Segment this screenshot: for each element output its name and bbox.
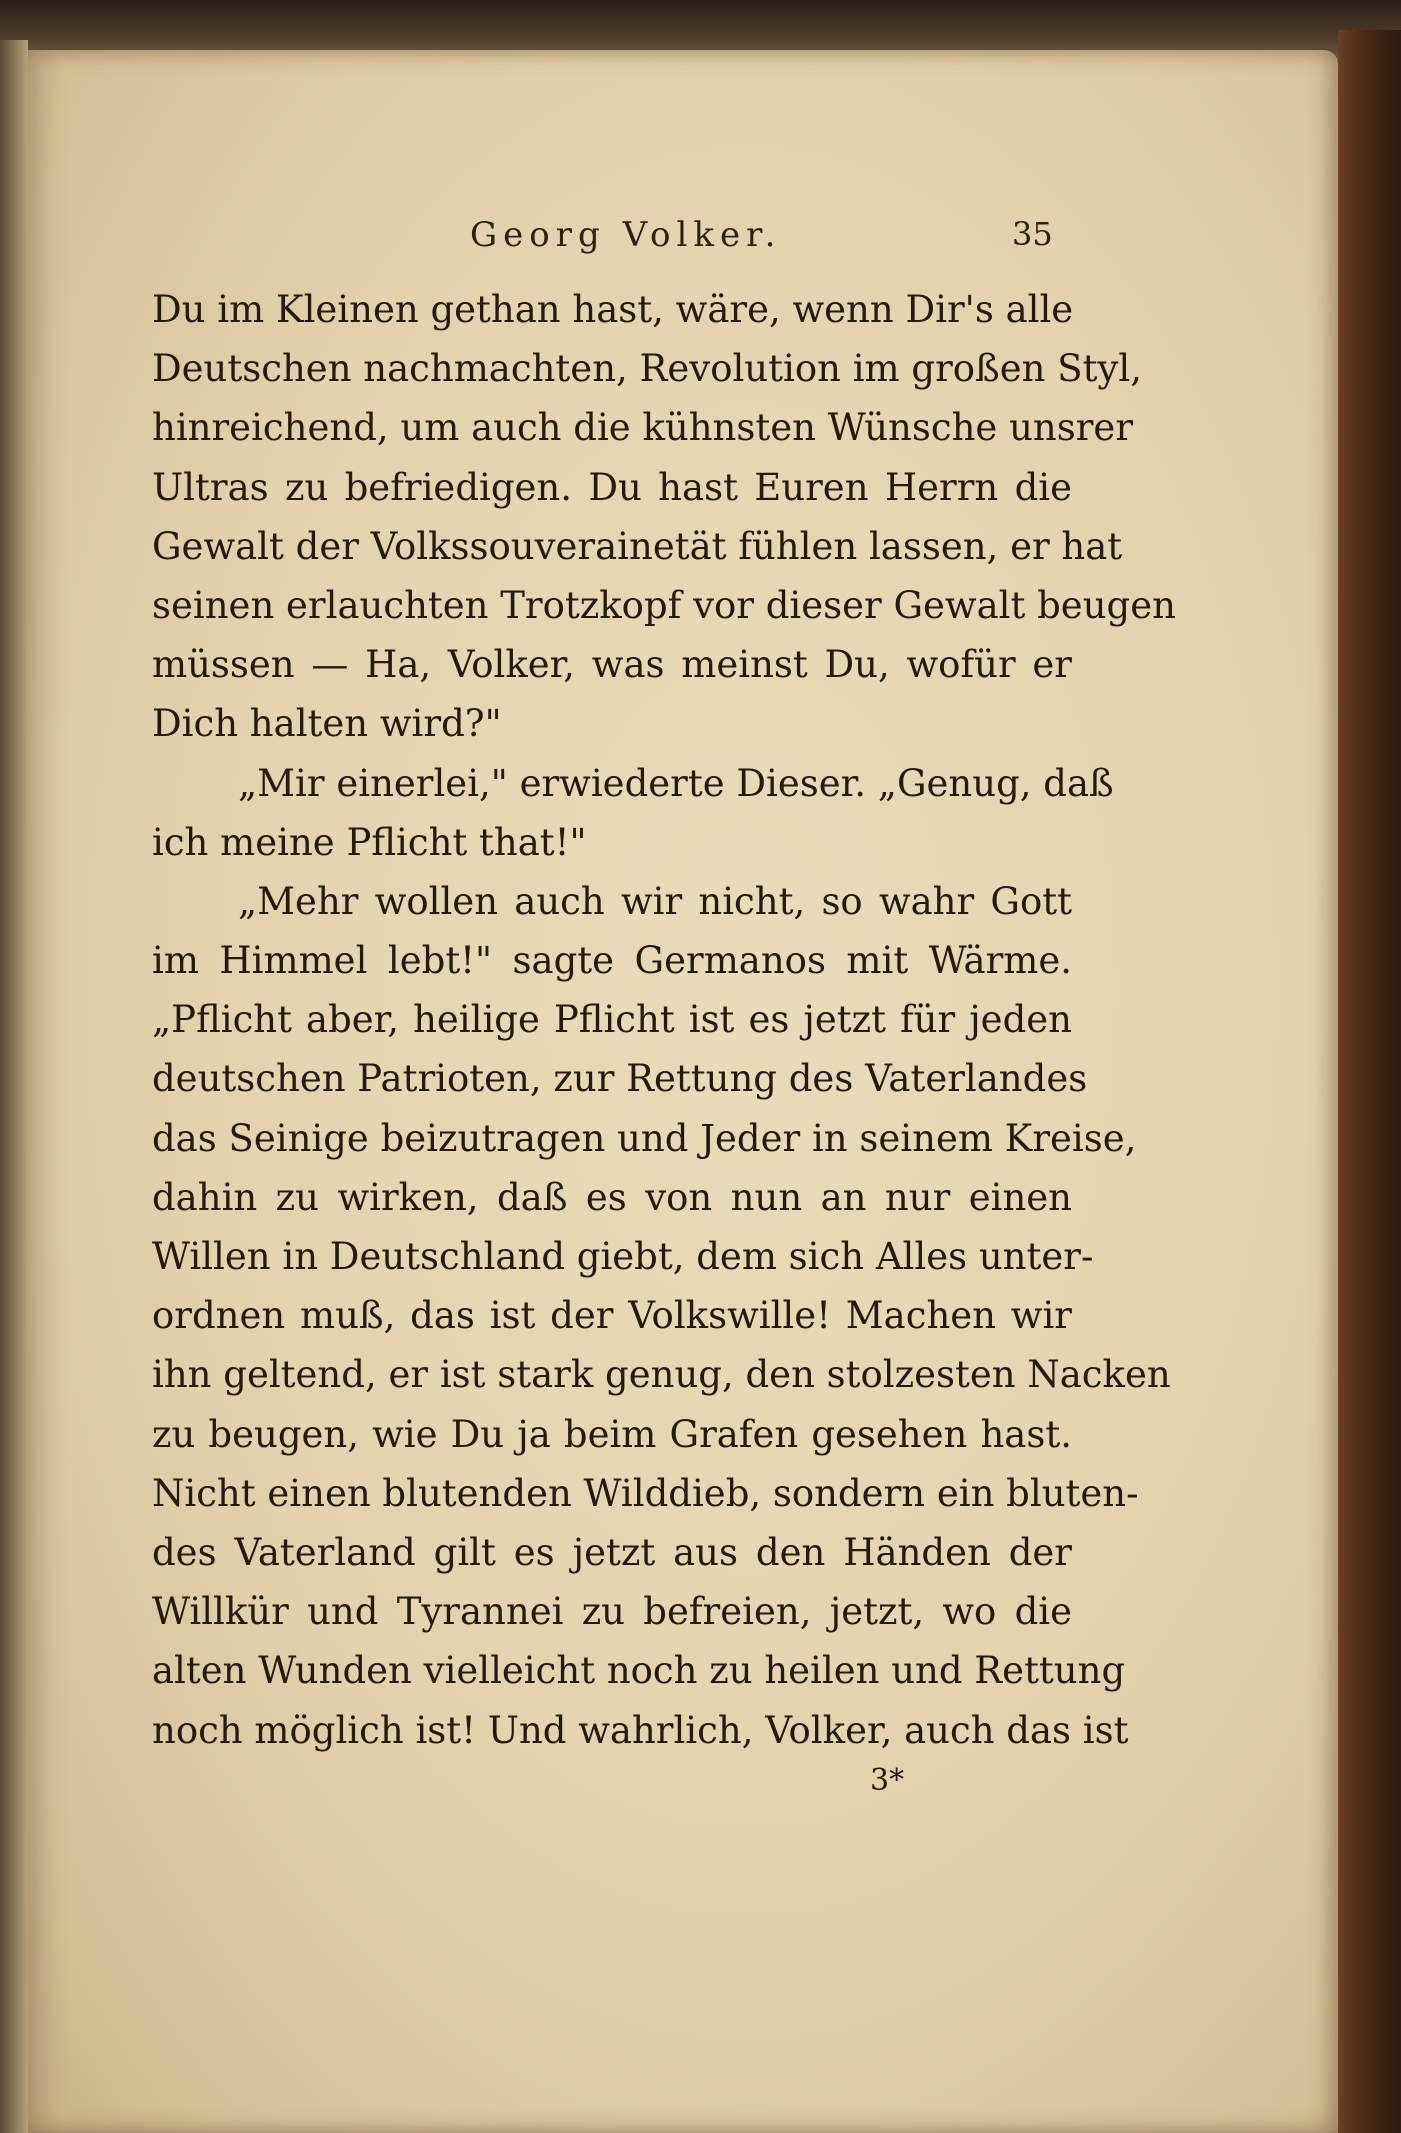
- text-line: dahin zu wirken, daß es von nun an nur einen: [152, 1175, 1072, 1219]
- text-line: Gewalt der Volkssouverainetät fühlen lassen, er hat: [152, 524, 1123, 568]
- text-line: Willen in Deutschland giebt, dem sich Alles unter-: [152, 1235, 1094, 1278]
- text-line: seinen erlauchten Trotzkopf vor dieser Gewalt beugen: [152, 583, 1176, 627]
- text-line: noch möglich ist! Und wahrlich, Volker, auch das ist: [152, 1708, 1129, 1752]
- text-line: das Seinige beizutragen und Jeder in seinem Kreise,: [152, 1116, 1137, 1160]
- text-line: „Mir einerlei," erwiederte Dieser. „Genug, daß: [238, 761, 1114, 805]
- text-line: deutschen Patrioten, zur Rettung des Vaterlandes: [152, 1057, 1088, 1101]
- text-line: ordnen muß, das ist der Volkswille! Machen wir: [152, 1294, 1072, 1338]
- page-number: 35: [1012, 215, 1053, 253]
- text-line: Deutschen nachmachten, Revolution im großen Styl,: [152, 347, 1142, 391]
- text-line: hinreichend, um auch die kühnsten Wünsche unsrer: [152, 406, 1134, 450]
- text-line: Dich halten wird?": [152, 702, 502, 746]
- book-cover-board: [1338, 30, 1401, 2133]
- page-header: [0, 215, 1401, 275]
- text-line: ihn geltend, er ist stark genug, den stolzesten Nacken: [152, 1353, 1171, 1397]
- text-line: Nicht einen blutenden Wilddieb, sondern ein bluten-: [152, 1471, 1139, 1515]
- book-left-edge: [0, 40, 28, 2133]
- text-line: „Mehr wollen auch wir nicht, so wahr Gott: [238, 879, 1072, 923]
- text-line: des Vaterland gilt es jetzt aus den Händen der: [152, 1530, 1072, 1574]
- text-line: zu beugen, wie Du ja beim Grafen gesehen hast.: [152, 1412, 1072, 1456]
- text-line: im Himmel lebt!" sagte Germanos mit Wärme.: [152, 939, 1072, 983]
- text-line: Willkür und Tyrannei zu befreien, jetzt, wo die: [152, 1590, 1072, 1634]
- text-line: Ultras zu befriedigen. Du hast Euren Herrn die: [152, 465, 1072, 509]
- text-line: ich meine Pflicht that!": [152, 820, 587, 864]
- body-text: [152, 280, 1176, 1760]
- text-line: müssen — Ha, Volker, was meinst Du, wofür er: [152, 643, 1072, 687]
- text-line: alten Wunden vielleicht noch zu heilen und Rettung: [152, 1649, 1126, 1693]
- signature-mark: 3*: [870, 1763, 905, 1798]
- text-line: Du im Kleinen gethan hast, wäre, wenn Dir's alle: [152, 288, 1074, 331]
- running-title: Georg Volker.: [470, 215, 782, 255]
- text-line: „Pflicht aber, heilige Pflicht ist es jetzt für jeden: [152, 998, 1072, 1042]
